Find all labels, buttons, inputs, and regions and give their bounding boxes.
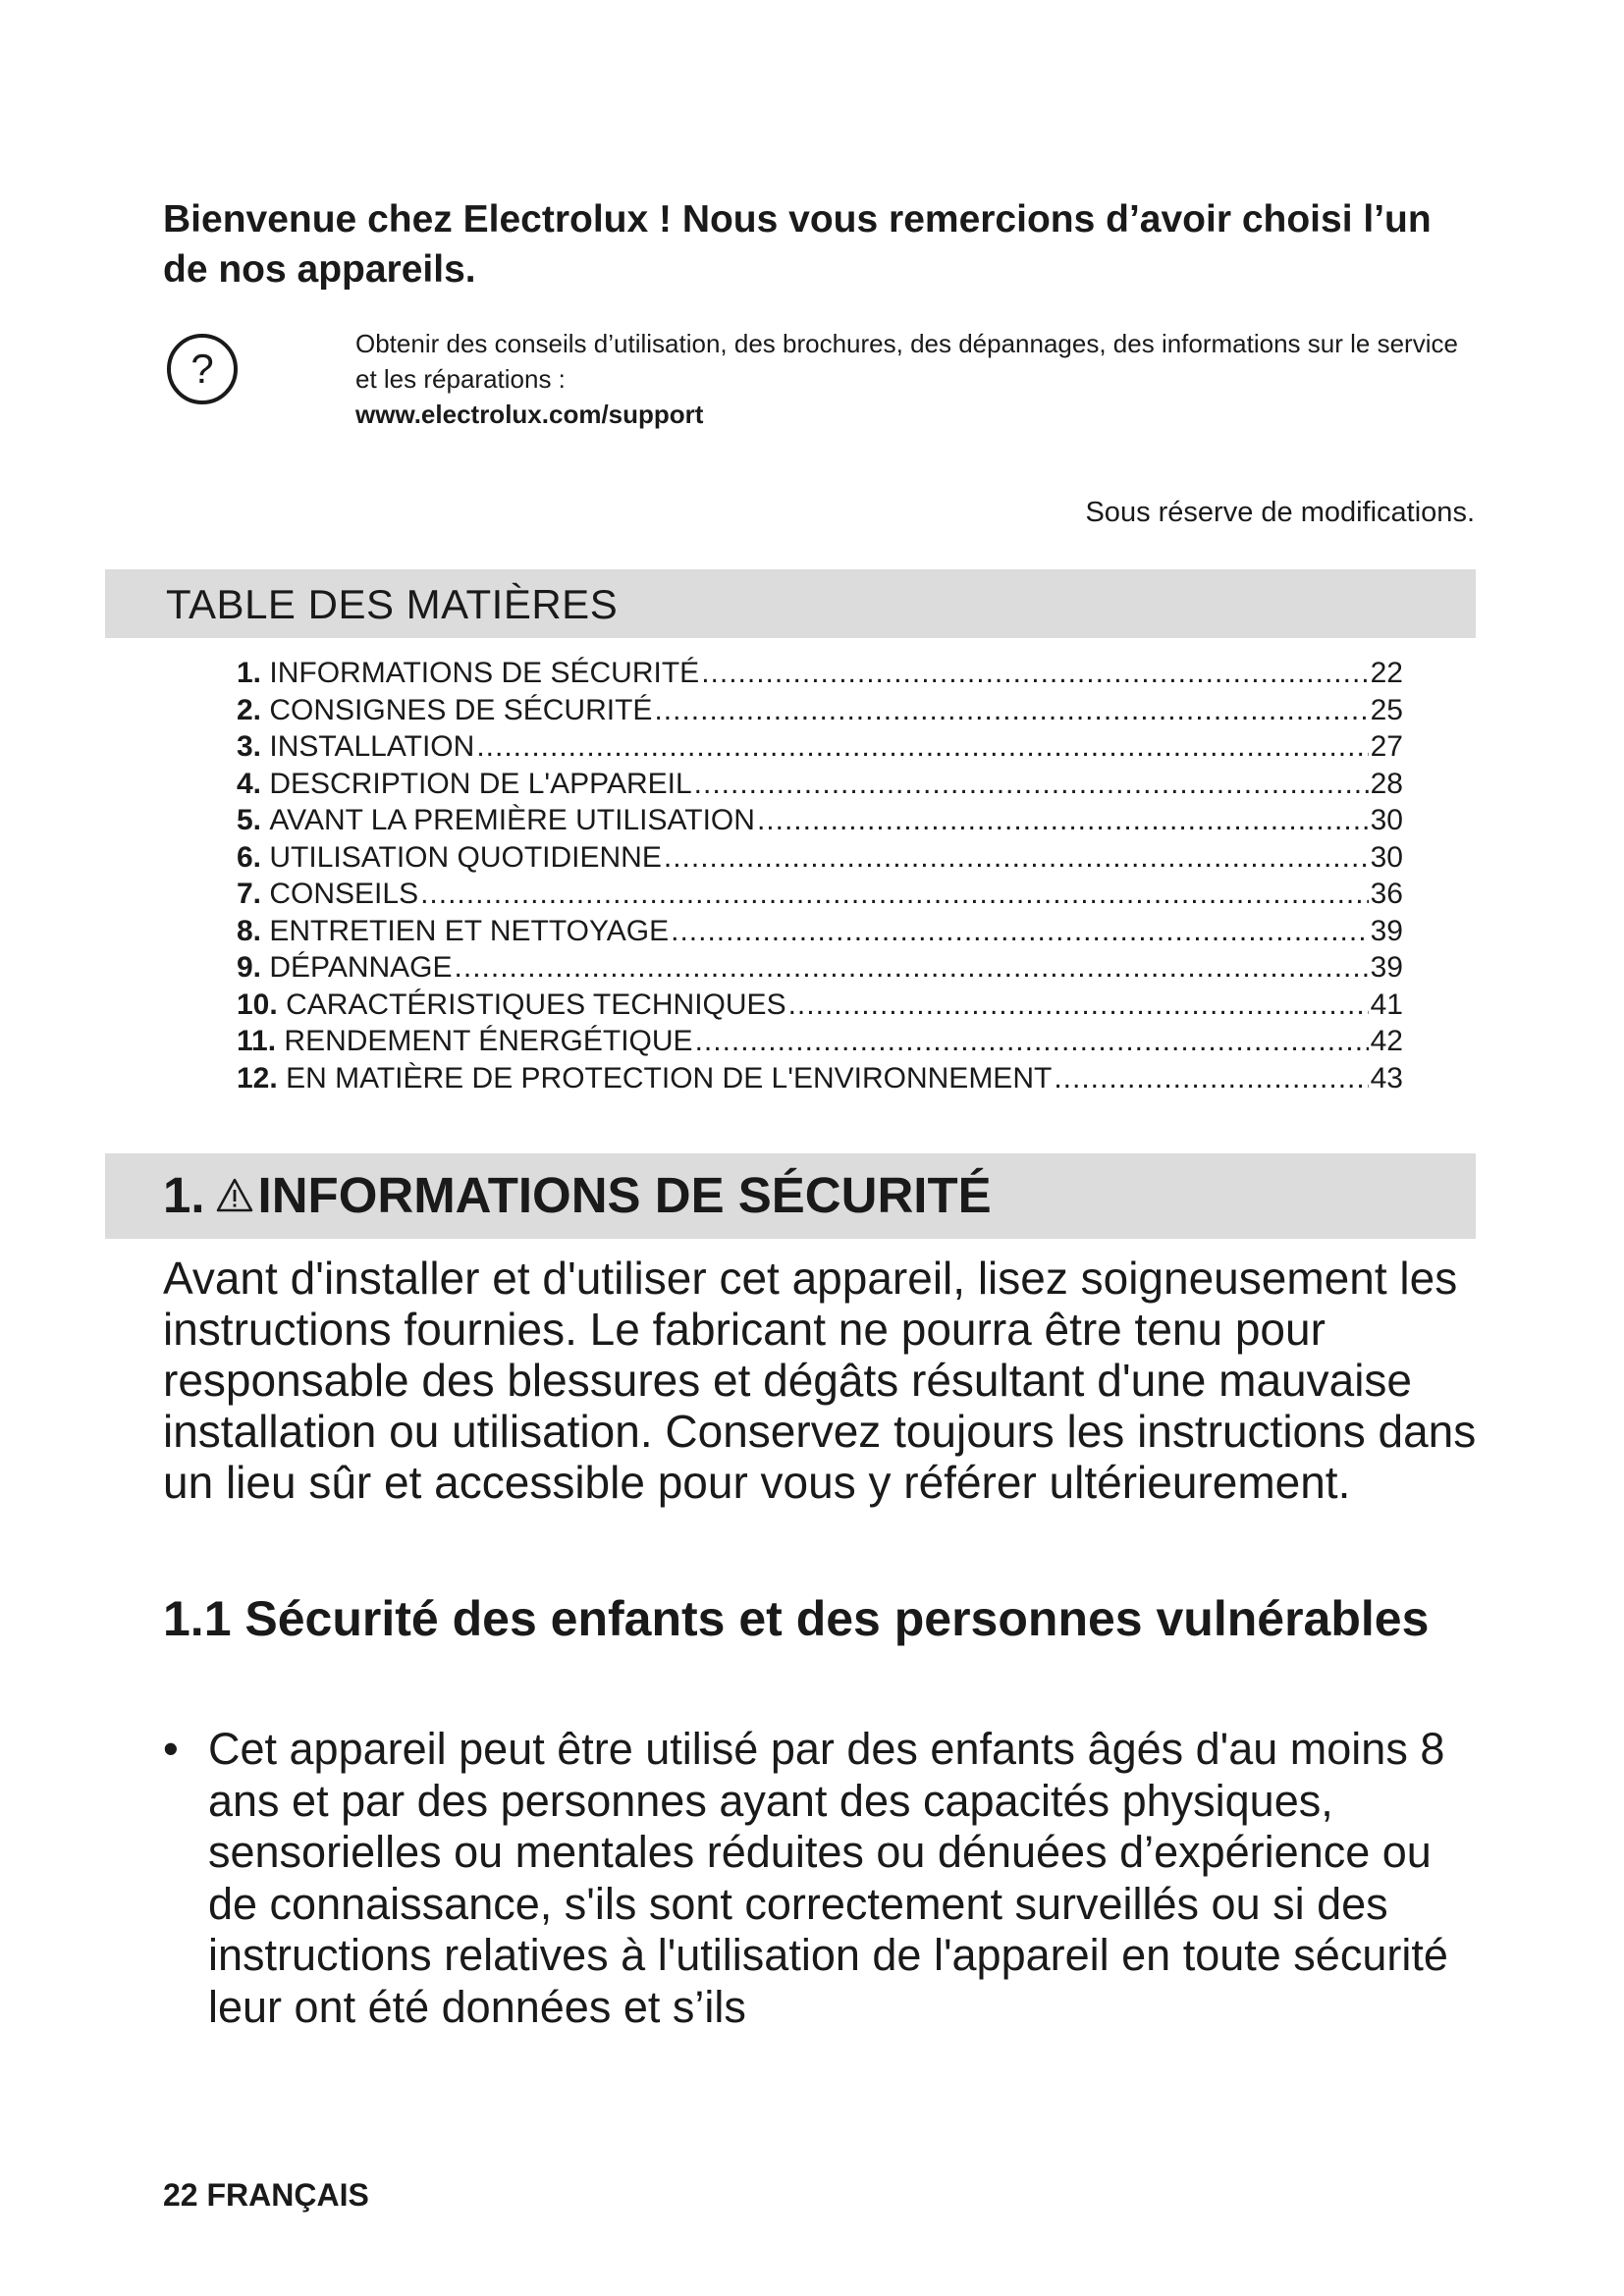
toc-entry[interactable] [237,1023,1403,1060]
toc-entry-number: 5. [237,804,262,836]
toc-entry-label: DESCRIPTION DE L'APPAREIL [269,767,692,800]
reserve-note: Sous réserve de modifications. [1085,497,1475,528]
toc-title: TABLE DES MATIÈRES [166,581,619,627]
toc-leader-dots [654,692,1368,729]
toc-entry[interactable] [237,876,1403,913]
toc-leader-dots [455,949,1369,987]
table-of-contents [237,655,1403,1096]
warning-triangle-icon [215,1176,254,1215]
toc-entry[interactable] [237,655,1403,692]
toc-entry-page: 22 [1370,657,1403,689]
toc-leader-dots [476,728,1368,766]
toc-entry-number: 1. [237,657,262,689]
toc-entry-number: 2. [237,693,262,726]
bullet-marker: • [163,1724,179,1774]
toc-entry-number: 11. [237,1025,277,1057]
toc-entry-number: 4. [237,767,262,800]
toc-entry-label: CONSIGNES DE SÉCURITÉ [269,693,653,726]
question-mark-circle-icon [165,332,240,406]
toc-entry-label: CONSEILS [269,878,419,910]
toc-entry-number: 3. [237,730,262,763]
toc-entry[interactable] [237,913,1403,950]
welcome-heading: Bienvenue chez Electrolux ! Nous vous remercions d’avoir choisi l’un de nos appareils. [163,198,1432,291]
toc-leader-dots [757,802,1369,839]
list-item [163,1724,1459,2033]
toc-entry-number: 6. [237,840,262,874]
toc-leader-dots [664,839,1369,877]
toc-entry-number: 7. [237,878,262,910]
toc-entry[interactable] [237,1060,1403,1097]
subsection-heading: 1.1 Sécurité des enfants et des personnes vulnérables [163,1591,1430,1646]
toc-entry-page: 42 [1370,1025,1403,1057]
toc-entry-label: EN MATIÈRE DE PROTECTION DE L'ENVIRONNEMENT [286,1061,1053,1095]
intro-paragraph: Avant d'installer et d'utiliser cet appareil, lisez soigneusement les instructions fournies. Le fabricant ne pourra être tenu pour responsable des blessures et dégâts résultant d'une mauvaise installation ou utilisation. Conservez toujours les instructions dans un lieu sûr et accessible pour vous y référer ultérieurement. [163,1253,1477,1508]
support-link[interactable]: www.electrolux.com/support [355,400,704,429]
toc-entry-label: RENDEMENT ÉNERGÉTIQUE [284,1025,693,1057]
toc-entry-page: 43 [1370,1061,1403,1095]
toc-leader-dots [1054,1060,1368,1097]
toc-entry-label: UTILISATION QUOTIDIENNE [269,840,662,874]
toc-leader-dots [695,1023,1369,1060]
toc-entry[interactable] [237,839,1403,877]
svg-text:?: ? [190,346,214,392]
toc-entry-number: 10. [237,988,278,1021]
page-footer: 22 FRANÇAIS [163,2177,369,2213]
toc-entry-number: 9. [237,951,262,984]
toc-leader-dots [788,987,1369,1024]
toc-entry[interactable] [237,728,1403,766]
toc-entry-page: 39 [1370,951,1403,984]
toc-entry-page: 39 [1370,914,1403,947]
list-item-text: Cet appareil peut être utilisé par des enfants âgés d'au moins 8 ans et par des personnes ayant des capacités physiques, sensorielles ou mentales réduites ou dénuées d’expérience ou de connaissance, s'ils sont correctement surveillés ou si des instructions relatives à l'utilisation de l'appareil en toute sécurité leur ont été données et s’ils [208,1724,1448,2032]
toc-entry-page: 25 [1370,693,1403,726]
toc-entry-page: 28 [1370,767,1403,800]
toc-entry[interactable] [237,692,1403,729]
section-title [163,1166,992,1224]
toc-entry-label: INFORMATIONS DE SÉCURITÉ [269,657,700,689]
section-title-text: INFORMATIONS DE SÉCURITÉ [257,1167,992,1223]
toc-entry-label: ENTRETIEN ET NETTOYAGE [269,914,670,947]
toc-entry-label: DÉPANNAGE [269,951,453,984]
toc-entry-number: 12. [237,1061,278,1095]
toc-entry-page: 36 [1370,878,1403,910]
toc-entry-label: AVANT LA PREMIÈRE UTILISATION [269,804,755,836]
section-number: 1. [163,1167,205,1223]
toc-entry-label: INSTALLATION [269,730,475,763]
toc-leader-dots [694,766,1369,803]
safety-bullet-list [163,1724,1459,2033]
toc-entry-page: 27 [1370,730,1403,763]
support-description: Obtenir des conseils d’utilisation, des brochures, des dépannages, des informations sur le service et les réparations : [355,329,1458,394]
toc-entry-number: 8. [237,914,262,947]
toc-entry[interactable] [237,987,1403,1024]
support-info [355,326,1475,432]
toc-entry-page: 41 [1370,988,1403,1021]
toc-entry[interactable] [237,802,1403,839]
toc-leader-dots [420,876,1369,913]
toc-entry-page: 30 [1370,840,1403,874]
toc-entry-page: 30 [1370,804,1403,836]
toc-entry[interactable] [237,766,1403,803]
toc-leader-dots [671,913,1369,950]
toc-entry[interactable] [237,949,1403,987]
toc-leader-dots [701,655,1368,692]
toc-entry-label: CARACTÉRISTIQUES TECHNIQUES [286,988,786,1021]
